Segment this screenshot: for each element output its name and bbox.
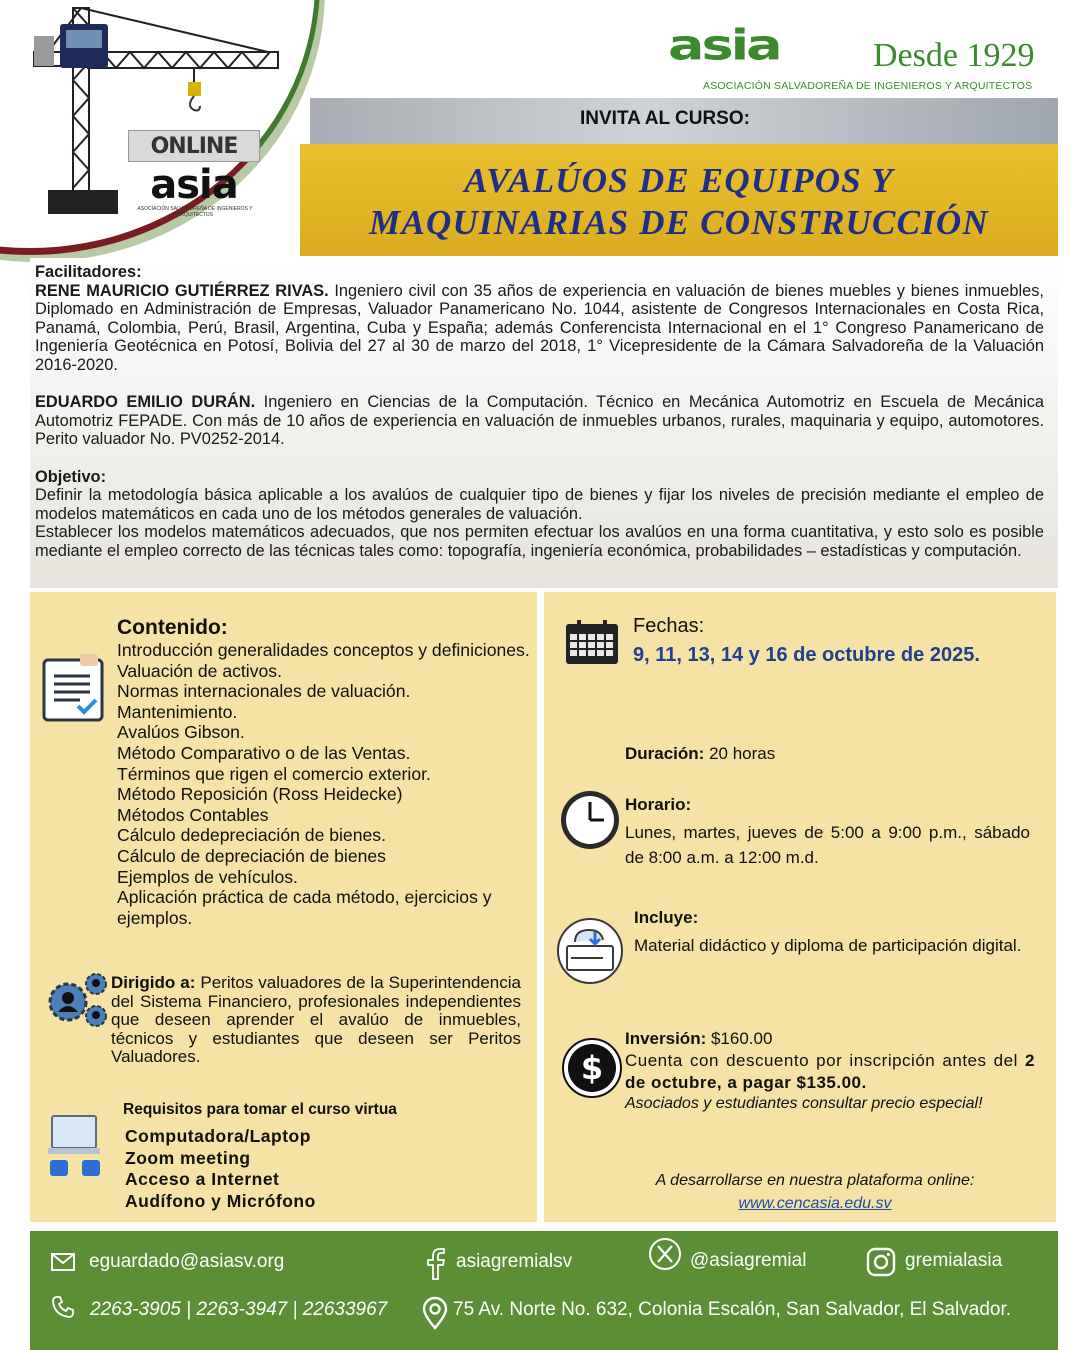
- audience-text: [111, 974, 521, 1067]
- course-title: [300, 160, 1058, 244]
- objective-paragraph-1: Definir la metodología básica aplicable a los avalúos de cualquier tipo de bienes y fijar los niveles de precisión mediante el empleo de modelos matemáticos en cada uno de los métodos generales de valuación.: [35, 486, 1044, 523]
- schedule-value: Lunes, martes, jueves de 5:00 a 9:00 p.m., sábado de 8:00 a.m. a 12:00 m.d.: [625, 823, 1030, 867]
- audience-description: Peritos valuadores de la Superintendencia del Sistema Financiero, profesionales independientes que deseen aprender el avalúo de inmuebles, técnicos y estudiantes que deseen ser Peritos Valuadores.: [111, 973, 521, 1067]
- contact-email[interactable]: eguardado@asiasv.org: [89, 1251, 285, 1272]
- content-item: Introducción generalidades conceptos y definiciones.: [117, 640, 530, 660]
- svg-text:$: $: [580, 1049, 604, 1087]
- requirement-item: Zoom meeting: [125, 1147, 251, 1168]
- contact-footer: [30, 1231, 1058, 1350]
- objective-paragraph-2: Establecer los modelos matemáticos adecuados, que nos permiten efectuar los avalúos en una forma cuantitativa, y esto solo es posible mediante el empleo correcto de las técnicas tales como: topografía, ingeniería económica, probabilidades – estadísticas y computación.: [35, 523, 1044, 560]
- schedule-label: Horario:: [625, 795, 692, 814]
- asia-small-logo: asia: [150, 162, 238, 208]
- content-list: [117, 640, 537, 928]
- content-item: Cálculo dedepreciación de bienes.: [117, 825, 386, 846]
- course-title-line-2: MAQUINARIAS DE CONSTRUCCIÓN: [369, 203, 989, 242]
- laptop-user-icon: [48, 1112, 104, 1178]
- discount-text: [625, 1050, 1035, 1094]
- checklist-icon: [42, 654, 106, 724]
- discount-text-lead: Cuenta con descuento por inscripción antes del: [625, 1051, 1026, 1070]
- people-gears-icon: [46, 972, 108, 1028]
- invite-text: INVITA AL CURSO:: [580, 108, 750, 129]
- course-description: [35, 263, 1044, 561]
- audience-label: Dirigido a:: [111, 973, 196, 992]
- contact-facebook[interactable]: asiagremialsv: [456, 1251, 573, 1272]
- investment-label: Inversión:: [625, 1029, 707, 1048]
- content-item: Método Comparativo o de las Ventas.: [117, 742, 411, 763]
- duration-value: 20 horas: [704, 744, 776, 763]
- facilitator-1-name: RENE MAURICIO GUTIÉRREZ RIVAS.: [35, 281, 329, 300]
- x-twitter-icon: [648, 1237, 682, 1271]
- calendar-icon: [565, 620, 619, 666]
- contact-x[interactable]: @asiagremial: [690, 1250, 807, 1271]
- requirement-item: Audífono y Micrófono: [125, 1191, 316, 1212]
- content-item: Métodos Contables: [117, 804, 269, 825]
- phone-icon: [52, 1296, 74, 1318]
- facilitator-2-name: EDUARDO EMILIO DURÁN.: [35, 393, 256, 412]
- requirements-list: [125, 1126, 316, 1213]
- instagram-icon: [866, 1247, 896, 1277]
- content-item: Cálculo de depreciación de bienes: [117, 845, 386, 866]
- contact-address: 75 Av. Norte No. 632, Colonia Escalón, San Salvador, El Salvador.: [453, 1299, 1012, 1320]
- asia-logo-since: Desde 1929: [873, 37, 1035, 74]
- investment-value: $160.00: [706, 1029, 773, 1048]
- includes-value: Material didáctico y diploma de participación digital.: [634, 936, 1022, 955]
- asia-small-logo-tagline: ASOCIACIÓN SALVADOREÑA DE INGENIEROS Y ARQUITECTOS: [137, 206, 253, 218]
- course-title-line-1: AVALÚOS DE EQUIPOS Y: [464, 161, 894, 200]
- dates-label: Fechas:: [633, 615, 705, 637]
- duration: [625, 744, 775, 764]
- asia-logo-wordmark: asia: [668, 20, 780, 70]
- content-item: Ejemplos de vehículos.: [117, 866, 298, 887]
- facilitator-1-bio: Ingeniero civil con 35 años de experiencia en valuación de bienes muebles y bienes inmuebles, Diplomado en Administración de Empresas, Valuador Panamericano No. 1044, asistente de Congresos Internacionales en Costa Rica, Panamá, Colombia, Perú, Brasil, Argentina, Cuba y España; además Conferencista Internacional en el 1° Congreso Panamericano de Ingeniería Geotécnica en Potosí, Bolivia del 27 al 30 de marzo del 2018, 1° Vicepresidente de la Cámara Salvadoreña de la Valuación 2016-2020.: [35, 281, 1044, 374]
- objective-heading: Objetivo:: [35, 467, 107, 486]
- discount-deadline: 2 de octubre, a pagar $135.00.: [625, 1051, 1035, 1092]
- facebook-icon: [425, 1248, 445, 1280]
- email-icon: [51, 1253, 75, 1271]
- content-item: Términos que rigen el comercio exterior.: [117, 763, 431, 784]
- dollar-icon: [562, 1038, 622, 1098]
- requirement-item: Acceso a Internet: [125, 1169, 280, 1190]
- cloud-download-icon: [555, 918, 625, 984]
- platform-text: A desarrollarse en nuestra plataforma online:: [655, 1172, 975, 1189]
- clock-icon: [556, 788, 624, 852]
- content-item: Aplicación práctica de cada método, ejercicios y ejemplos.: [117, 887, 492, 928]
- content-item: Mantenimiento.: [117, 701, 238, 722]
- facilitator-2-bio: Ingeniero en Ciencias de la Computación. Técnico en Mecánica Automotriz en Escuela de Mecánica Automotriz FEPADE. Con más de 10 años de experiencia en valuación de inmuebles urbanos, rurales, maquinaria y equipo, automotores. Perito valuador No. PV0252-2014.: [35, 393, 1045, 449]
- contact-phones[interactable]: 2263-3905 | 2263-3947 | 22633967: [90, 1299, 388, 1320]
- facilitators-heading: Facilitadores:: [35, 263, 142, 281]
- facilitator-1: [35, 282, 1044, 375]
- online-badge: ONLINE: [128, 130, 260, 162]
- content-item: Normas internacionales de valuación.: [117, 681, 411, 702]
- member-price-note: Asociados y estudiantes consultar precio especial!: [625, 1095, 983, 1112]
- includes-label: Incluye:: [634, 908, 699, 927]
- asia-logo-subtitle: ASOCIACIÓN SALVADOREÑA DE INGENIEROS Y ARQUITECTOS: [703, 80, 1033, 92]
- content-item: Método Reposición (Ross Heidecke): [117, 784, 403, 805]
- duration-label: Duración:: [625, 744, 705, 763]
- location-pin-icon: [422, 1296, 448, 1330]
- platform-link[interactable]: www.cencasia.edu.sv: [738, 1195, 892, 1212]
- content-item: Avalúos Gibson.: [117, 722, 245, 743]
- contact-instagram[interactable]: gremialasia: [905, 1250, 1003, 1271]
- content-item: Valuación de activos.: [117, 660, 282, 681]
- dates-value: 9, 11, 13, 14 y 16 de octubre de 2025.: [633, 644, 980, 666]
- details-panel: [544, 592, 1056, 1222]
- investment: [625, 1029, 772, 1049]
- requirement-item: Computadora/Laptop: [125, 1126, 311, 1146]
- facilitator-2: [35, 393, 1044, 449]
- requirements-title: Requisitos para tomar el curso virtua: [123, 1101, 397, 1118]
- content-title: Contenido:: [117, 616, 228, 639]
